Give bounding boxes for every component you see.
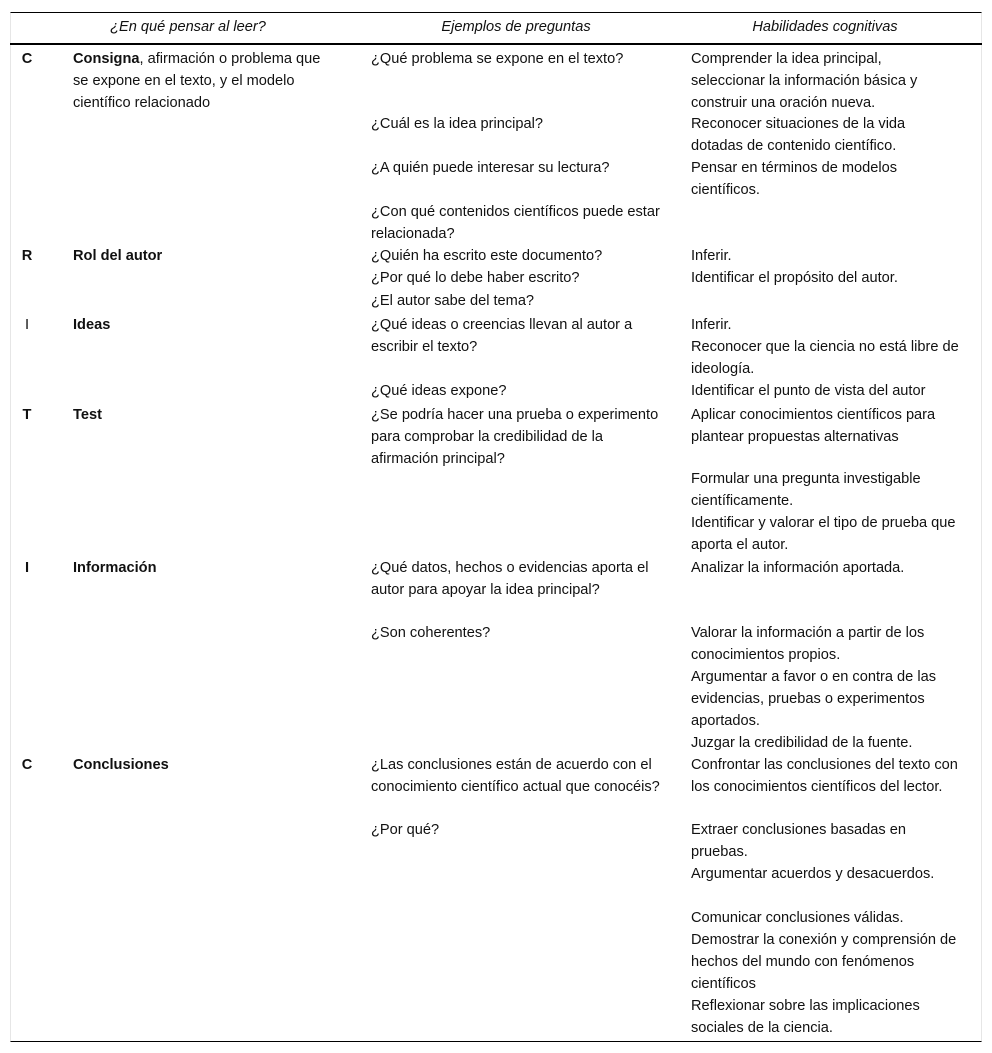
example-question: ¿Qué problema se expone en el texto? (371, 51, 624, 67)
cognitive-skill: Argumentar acuerdos y desacuerdos. (691, 866, 935, 882)
cognitive-skill: Reconocer situaciones de la vida dotadas de contenido científico. (691, 116, 906, 154)
row-concept (73, 557, 333, 579)
cognitive-skill: Argumentar a favor o en contra de las evidencias, pruebas o experimentos aportados. (691, 669, 936, 729)
example-question: ¿Cuál es la idea principal? (371, 116, 543, 132)
concept-title: Conclusiones (73, 757, 169, 773)
example-question: ¿Con qué contenidos científicos puede estar relacionada? (371, 204, 660, 242)
cognitive-skill: Juzgar la credibilidad de la fuente. (691, 735, 913, 751)
header-questions: Ejemplos de preguntas (441, 19, 591, 35)
concept-title: Rol del autor (73, 248, 163, 264)
concept-title: Información (73, 560, 157, 576)
example-question: ¿Son coherentes? (371, 625, 491, 641)
example-question: ¿Por qué? (371, 822, 440, 838)
cognitive-skill: Pensar en términos de modelos científicos. (691, 160, 898, 198)
cognitive-skill: Comprender la idea principal, seleccionar la información básica y construir una oración nueva. (691, 51, 918, 111)
header-concept: ¿En qué pensar al leer? (110, 19, 266, 35)
cognitive-skill: Extraer conclusiones basadas en pruebas. (691, 822, 906, 860)
example-question: ¿A quién puede interesar su lectura? (371, 160, 610, 176)
row-concept (73, 314, 333, 336)
cognitive-skill: Reflexionar sobre las implicaciones sociales de la ciencia. (691, 998, 920, 1036)
example-question: ¿Qué ideas o creencias llevan al autor a escribir el texto? (371, 317, 633, 355)
cognitive-skill: Comunicar conclusiones válidas. (691, 910, 904, 926)
row-concept (73, 754, 333, 776)
cognitive-skill: Identificar el propósito del autor. (691, 270, 898, 286)
row-concept (73, 404, 333, 426)
row-letter: C (21, 757, 33, 773)
row-concept (73, 245, 333, 267)
row-letter: C (21, 51, 33, 67)
cognitive-skill: Formular una pregunta investigable científicamente. (691, 471, 921, 509)
cognitive-skill: Identificar el punto de vista del autor (691, 383, 926, 399)
concept-description: , afirmación o problema que se expone en el texto, y el modelo científico relacionado (73, 51, 321, 111)
cognitive-skill: Valorar la información a partir de los conocimientos propios. (691, 625, 925, 663)
cognitive-skill: Analizar la información aportada. (691, 560, 905, 576)
example-question: ¿Qué ideas expone? (371, 383, 507, 399)
example-question: ¿Por qué lo debe haber escrito? (371, 270, 580, 286)
row-letter: R (21, 248, 33, 264)
cognitive-skill: Identificar y valorar el tipo de prueba que aporta el autor. (691, 515, 956, 553)
header-skills: Habilidades cognitivas (752, 19, 898, 35)
example-question: ¿Se podría hacer una prueba o experimento para comprobar la credibilidad de la afirmación principal? (371, 407, 659, 467)
cognitive-skill: Reconocer que la ciencia no está libre de ideología. (691, 339, 959, 377)
row-letter: T (22, 407, 32, 423)
concept-title: Consigna (73, 51, 140, 67)
row-letter: I (24, 560, 30, 576)
cognitive-skill: Confrontar las conclusiones del texto con los conocimientos científicos del lector. (691, 757, 958, 795)
concept-title: Ideas (73, 317, 111, 333)
cognitive-skill: Inferir. (691, 248, 732, 264)
cognitive-skill: Demostrar la conexión y comprensión de hechos del mundo con fenómenos científicos (691, 932, 957, 992)
row-letter: I (24, 317, 30, 333)
example-question: ¿Quién ha escrito este documento? (371, 248, 603, 264)
cognitive-skill: Inferir. (691, 317, 732, 333)
example-question: ¿Qué datos, hechos o evidencias aporta el autor para apoyar la idea principal? (371, 560, 649, 598)
row-concept (73, 48, 333, 114)
cognitive-skill: Aplicar conocimientos científicos para plantear propuestas alternativas (691, 407, 936, 445)
example-question: ¿Las conclusiones están de acuerdo con el conocimiento científico actual que conocéis? (371, 757, 660, 795)
header-divider (10, 43, 982, 45)
concept-title: Test (73, 407, 102, 423)
example-question: ¿El autor sabe del tema? (371, 293, 535, 309)
